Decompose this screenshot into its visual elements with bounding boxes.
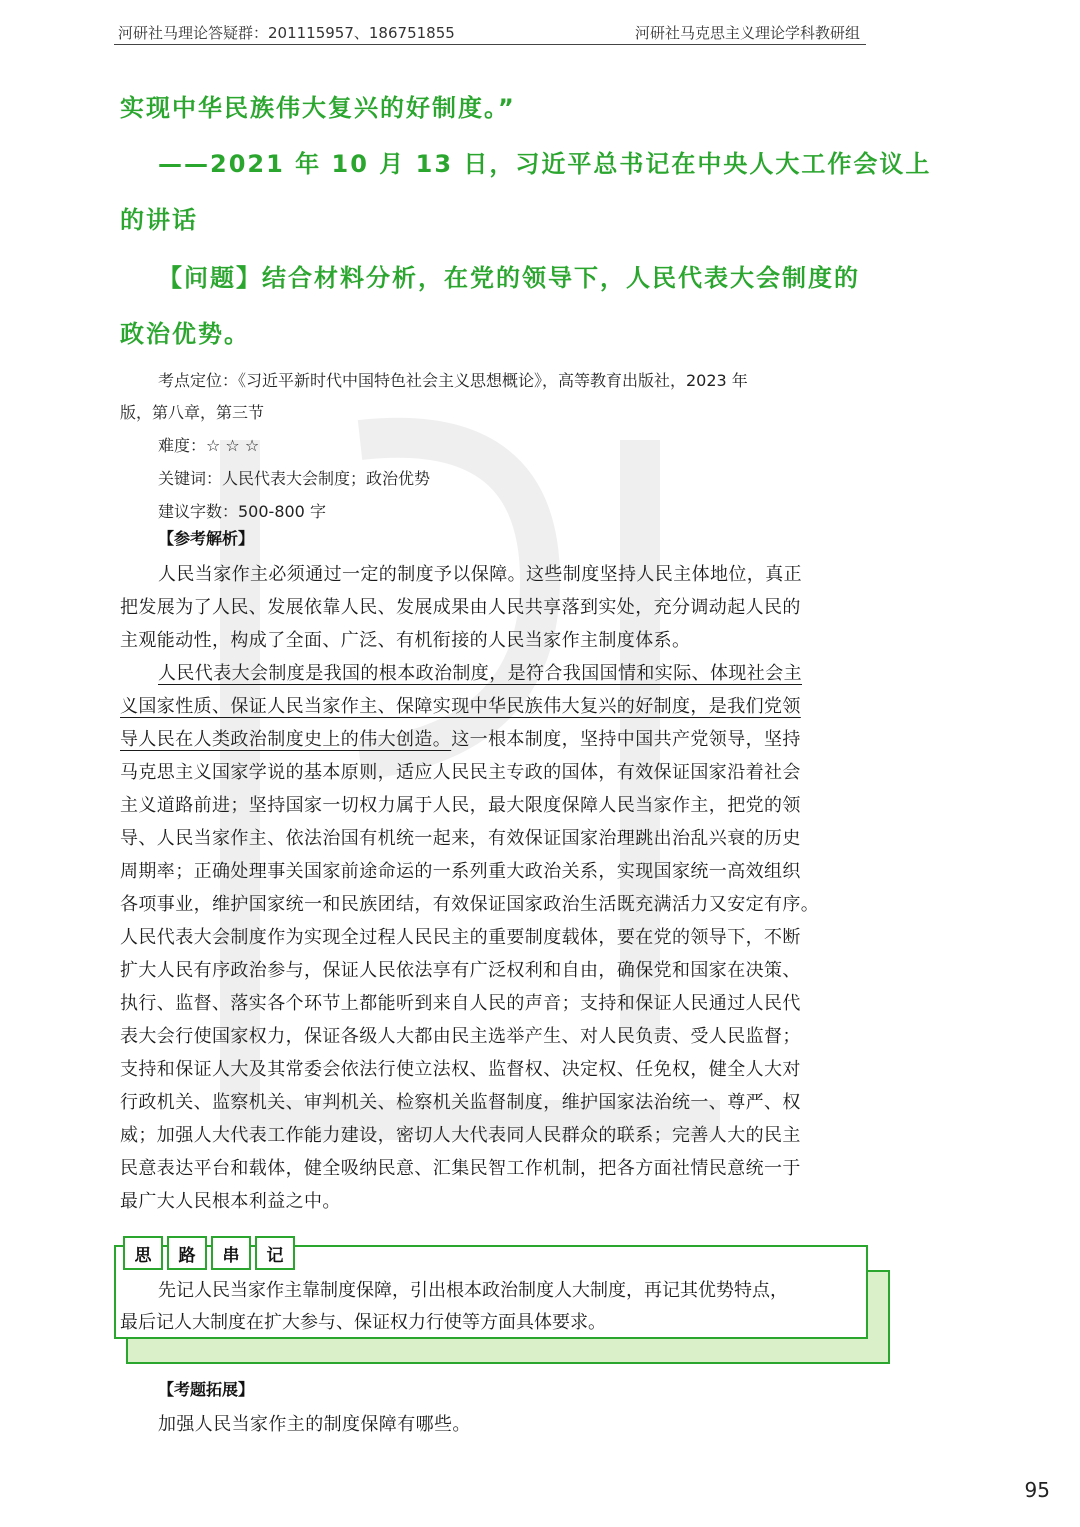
para2-line: 主义道路前进；坚持国家一切权力属于人民，最大限度保障人民当家作主，把党的领 (120, 795, 801, 816)
tip-title-char: 思 (123, 1236, 163, 1270)
para1-line: 主观能动性，构成了全面、广泛、有机衔接的人民当家作主制度体系。 (120, 630, 691, 651)
extension-title: 【考题拓展】 (158, 1380, 255, 1399)
para1-line: 人民当家作主必须通过一定的制度予以保障。这些制度坚持人民主体地位，真正 (158, 564, 802, 585)
extension-text: 加强人民当家作主的制度保障有哪些。 (158, 1414, 471, 1435)
para2-line: 威；加强人大代表工作能力建设，密切人大代表同人民群众的联系；完善人大的民主 (120, 1125, 801, 1146)
analysis-title: 【参考解析】 (158, 529, 255, 548)
tip-line-2: 最后记人大制度在扩大参与、保证权力行使等方面具体要求。 (120, 1312, 606, 1333)
page-number: 95 (1024, 1478, 1050, 1502)
keywords: 关键词：人民代表大会制度；政治优势 (158, 469, 431, 488)
para2-line: 扩大人民有序政治参与，保证人民依法享有广泛权利和自由，确保党和国家在决策、 (120, 960, 801, 981)
difficulty: 难度：☆ ☆ ☆ (158, 436, 260, 455)
tip-title-char: 串 (211, 1236, 251, 1270)
tip-line-1: 先记人民当家作主靠制度保障，引出根本政治制度人大制度，再记其优势特点， (158, 1280, 788, 1301)
word-count: 建议字数：500-800 字 (158, 502, 326, 521)
question-line-2: 政治优势。 (120, 320, 250, 348)
location-line-2: 版，第八章，第三节 (120, 403, 265, 422)
para2-line: 支持和保证人大及其常委会依法行使立法权、监督权、决定权、任免权，健全人大对 (120, 1059, 801, 1080)
para2-line: 行政机关、监察机关、审判机关、检察机关监督制度，维护国家法治统一、尊严、权 (120, 1092, 801, 1113)
question-line-1: 【问题】结合材料分析，在党的领导下，人民代表大会制度的 (158, 264, 860, 292)
source-line-2: 的讲话 (120, 206, 198, 234)
para2-line: 民意表达平台和载体，健全吸纳民意、汇集民智工作机制，把各方面社情民意统一于 (120, 1158, 801, 1179)
para2-line: 导、人民当家作主、依法治国有机统一起来，有效保证国家治理跳出治乱兴衰的历史 (120, 828, 801, 849)
para2-line: 最广大人民根本利益之中。 (120, 1191, 341, 1212)
para2-underlined-tail: 导人民在人类政治制度史上的伟大创造。 (120, 729, 452, 750)
para2-mixed-line (120, 725, 801, 751)
para2-line: 执行、监督、落实各个环节上都能听到来自人民的声音；支持和保证人民通过人民代 (120, 993, 801, 1014)
para2-line: 人民代表大会制度作为实现全过程人民民主的重要制度载体，要在党的领导下，不断 (120, 927, 801, 948)
location-line-1: 考点定位：《习近平新时代中国特色社会主义思想概论》，高等教育出版社，2023 年 (158, 371, 748, 390)
header-right-text: 河研社马克思主义理论学科教研组 (634, 24, 860, 42)
tip-title (123, 1236, 295, 1270)
para2-underlined-line: 义国家性质、保证人民当家作主、保障实现中华民族伟大复兴的好制度，是我们党领 (120, 696, 801, 717)
para2-rest-first: 这一根本制度，坚持中国共产党领导，坚持 (451, 729, 801, 750)
para1-line: 把发展为了人民、发展依靠人民、发展成果由人民共享落到实处，充分调动起人民的 (120, 597, 801, 618)
source-line-1: ——2021 年 10 月 13 日，习近平总书记在中央人大工作会议上 (158, 150, 932, 178)
para2-line: 表大会行使国家权力，保证各级人大都由民主选举产生、对人民负责、受人民监督； (120, 1026, 801, 1047)
para2-line: 各项事业，维护国家统一和民族团结，有效保证国家政治生活既充满活力又安定有序。 (120, 894, 820, 915)
tip-title-char: 记 (255, 1236, 295, 1270)
header-rule (114, 44, 866, 45)
quote-tail: 实现中华民族伟大复兴的好制度。” (120, 94, 516, 122)
tip-title-char: 路 (167, 1236, 207, 1270)
header-left-text: 河研社马理论答疑群：201115957、186751855 (118, 24, 455, 42)
para2-line: 马克思主义国家学说的基本原则，适应人民民主专政的国体，有效保证国家沿着社会 (120, 762, 801, 783)
para2-line: 周期率；正确处理事关国家前途命运的一系列重大政治关系，实现国家统一高效组织 (120, 861, 801, 882)
para2-underlined-line: 人民代表大会制度是我国的根本政治制度，是符合我国国情和实际、体现社会主 (158, 663, 802, 684)
